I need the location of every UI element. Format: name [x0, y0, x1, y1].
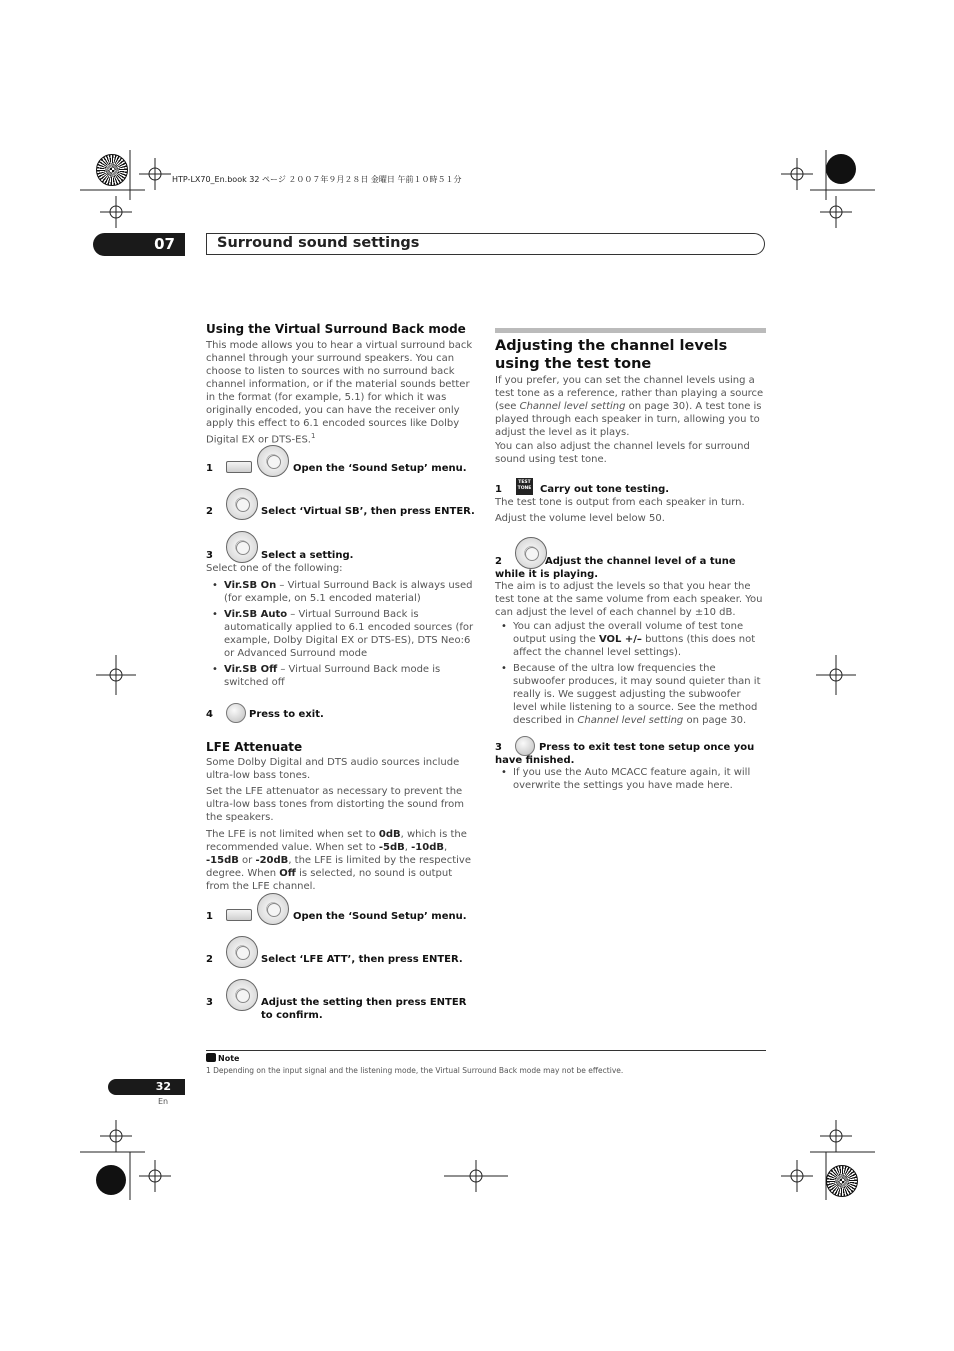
note-icon — [206, 1053, 216, 1062]
return-button-icon — [226, 703, 246, 723]
list-item: • If you use the Auto MCACC feature again, it will overwrite the settings you have made here. — [495, 766, 755, 792]
step-number: 2 — [206, 954, 213, 965]
print-header: HTP-LX70_En.book 32 ページ ２００７年９月２８日 金曜日 午前１０時５１分 — [172, 175, 462, 184]
lfe-paragraph-3: The LFE is not limited when set to 0dB, which is the recommended value. When set to -5dB, -10dB, -15dB or -20dB, the LFE is limited by the respective degree. When Off is selected, no sound is output from the LFE channel. — [206, 829, 471, 892]
test-tone-heading: Adjusting the channel levels using the test tone — [495, 338, 728, 372]
page-language: En — [158, 1097, 169, 1106]
virtual-sb-intro: This mode allows you to hear a virtual surround back channel through your surround speakers. You can choose to listen to sources with no surround back channel information, or if the material sounds better in the format (for example, 5.1) for which it was originally encoded, you can have the receiver only apply this effect to 6.1 encoded sources like Dolby Digital EX or DTS-ES.$^1$ — [206, 340, 473, 446]
list-item: • Vir.SB Auto – Virtual Surround Back is automatically applied to 6.1 encoded sources (for example, Dolby Digital EX or DTS-ES), DTS Neo:6 or Advanced Surround mode — [206, 608, 478, 660]
step-number: 1 — [495, 484, 502, 495]
section-rule — [495, 328, 766, 333]
note-label: Note — [206, 1053, 239, 1063]
step-number: 3 — [206, 997, 213, 1008]
page-number: 32 — [108, 1079, 185, 1095]
step-number: 4 — [206, 709, 213, 720]
step-text: Select ‘LFE ATT’, then press ENTER. — [261, 954, 463, 965]
navigation-dial-icon — [226, 936, 258, 968]
list-item: • Vir.SB Off – Virtual Surround Back mode is switched off — [206, 663, 478, 689]
registration-sunburst-icon — [96, 154, 128, 186]
step-text: Press to exit. — [249, 709, 324, 720]
test-tone-intro: If you prefer, you can set the channel levels using a test tone as a reference, rather than playing a source (see Channel level setting on page 30). A test tone is played through each speaker in turn, allowing you to adjust the level as it plays. — [495, 375, 764, 438]
registration-sunburst-icon — [826, 1165, 858, 1197]
list-item: • You can adjust the overall volume of test tone output using the VOL +/– buttons (this does not affect the channel level settings). — [495, 620, 767, 659]
virtual-sb-heading: Using the Virtual Surround Back mode — [206, 322, 466, 336]
lfe-paragraph-2: Set the LFE attenuator as necessary to prevent the ultra-low bass tones from distorting the sound from the speakers. — [206, 786, 465, 823]
setup-button-icon — [226, 461, 252, 473]
step-number: 2 — [206, 506, 213, 517]
navigation-dial-icon — [257, 893, 289, 925]
step-text: Adjust the setting then press ENTER to confirm. — [261, 997, 467, 1021]
navigation-dial-icon — [226, 531, 258, 563]
navigation-dial-icon — [226, 979, 258, 1011]
step-number: 1 — [206, 463, 213, 474]
note-text: 1 Depending on the input signal and the listening mode, the Virtual Surround Back mode may not be effective. — [206, 1066, 624, 1075]
lfe-paragraph-1: Some Dolby Digital and DTS audio sources include ultra-low bass tones. — [206, 757, 460, 781]
step1-detail-1: The test tone is output from each speaker in turn. — [495, 497, 745, 508]
setting-options-list — [206, 579, 478, 692]
setup-button-icon — [226, 909, 252, 921]
step-text: Carry out tone testing. — [540, 484, 670, 495]
step-text: Open the ‘Sound Setup’ menu. — [293, 911, 467, 922]
step-text: Select ‘Virtual SB’, then press ENTER. — [261, 506, 475, 517]
select-one-text: Select one of the following: — [206, 563, 343, 574]
chapter-title: Surround sound settings — [217, 235, 420, 251]
chapter-number: 07 — [93, 233, 185, 256]
step-text: Open the ‘Sound Setup’ menu. — [293, 463, 467, 474]
step2-bullets — [495, 620, 767, 730]
step1-detail-2: Adjust the volume level below 50. — [495, 513, 665, 524]
test-tone-paragraph-2: You can also adjust the channel levels for surround sound using test tone. — [495, 441, 750, 465]
step-number: 3 — [206, 550, 213, 561]
list-item: • Because of the ultra low frequencies the subwoofer produces, it may sound quieter than it really is. We suggest adjusting the subwoofer level while listening to a source. See the method described in Channel level setting on page 30. — [495, 662, 767, 727]
registration-sunburst-icon — [826, 154, 856, 184]
registration-sunburst-icon — [96, 1165, 126, 1195]
step-number: 1 — [206, 911, 213, 922]
navigation-dial-icon — [226, 488, 258, 520]
lfe-heading: LFE Attenuate — [206, 740, 303, 754]
step-text: 2 Adjust the channel level of a tune while it is playing. — [495, 556, 736, 580]
footnote-ref: 1 — [310, 432, 316, 440]
list-item: • Vir.SB On – Virtual Surround Back is always used (for example, on 5.1 encoded material) — [206, 579, 478, 605]
note-rule — [206, 1050, 766, 1051]
navigation-dial-icon — [257, 445, 289, 477]
step-text: 3 Press to exit test tone setup once you have finished. — [495, 742, 755, 766]
test-tone-button-icon: TEST TONE — [516, 478, 533, 495]
step-text: Select a setting. — [261, 550, 354, 561]
step3-bullets — [495, 766, 755, 795]
step2-detail: The aim is to adjust the levels so that you hear the test tone at the same volume from each speaker. You can adjust the level of each channel by ±10 dB. — [495, 581, 763, 618]
